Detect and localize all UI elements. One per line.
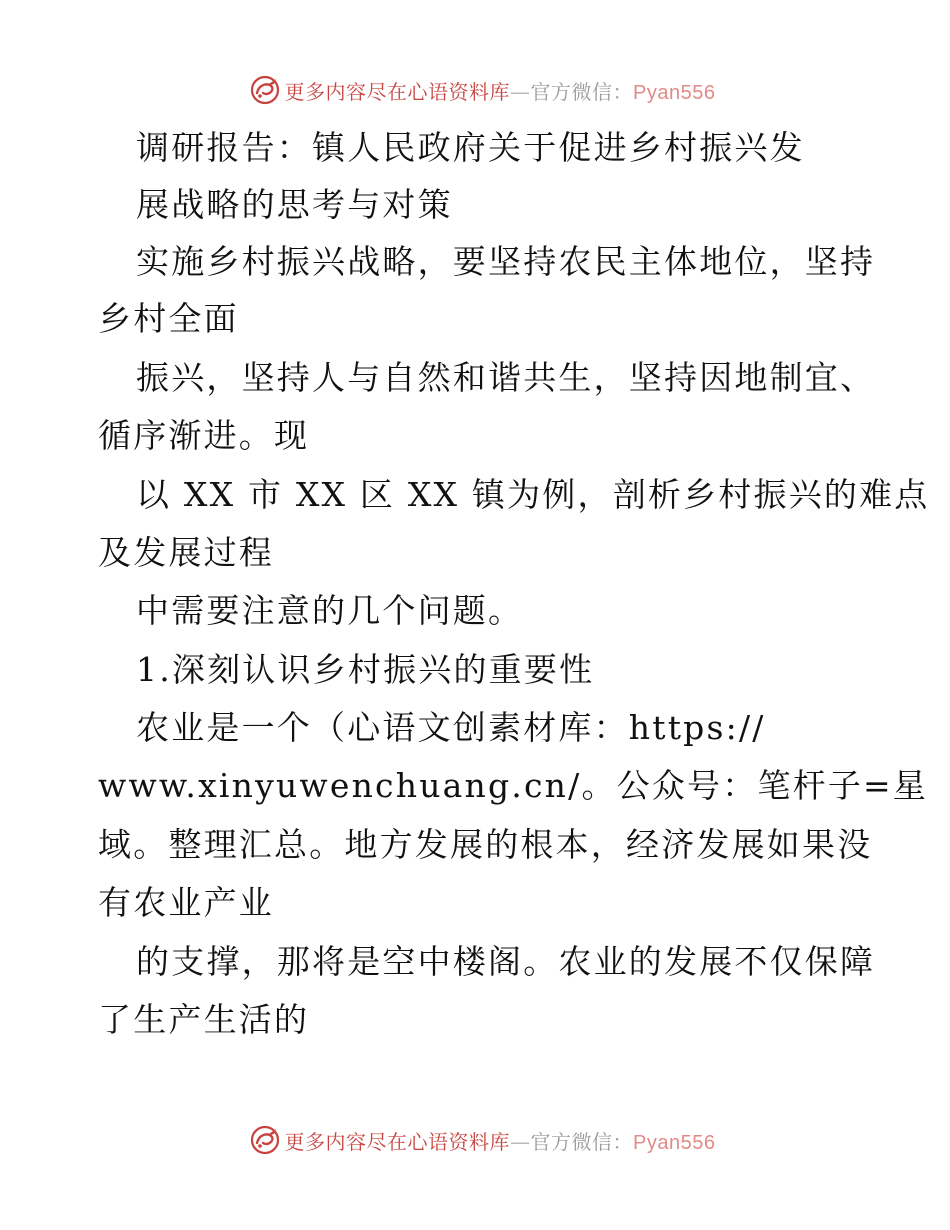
- watermark-separator: —: [510, 79, 531, 104]
- swirl-pen-logo-icon: [249, 74, 281, 106]
- watermark-group: [249, 1124, 716, 1156]
- document-title-line-1: 调研报告：镇人民政府关于促进乡村振兴发: [136, 128, 805, 167]
- swirl-pen-logo-icon: [249, 1124, 281, 1156]
- watermark-text: [285, 76, 716, 105]
- paragraph-line: 循序渐进。现: [98, 416, 310, 455]
- footer-watermark: [0, 1120, 950, 1160]
- document-title-line-2: 展战略的思考与对策: [136, 185, 453, 224]
- watermark-wechat-id: Pyan556: [633, 1131, 716, 1154]
- paragraph-line: 振兴，坚持人与自然和谐共生，坚持因地制宜、: [136, 358, 876, 397]
- paragraph-line: 了生产生活的: [98, 1000, 310, 1039]
- paragraph-line: 的支撑，那将是空中楼阁。农业的发展不仅保障: [136, 942, 876, 981]
- watermark-brand: 更多内容尽在心语资料库: [284, 1129, 511, 1154]
- watermark-group: [249, 74, 716, 106]
- watermark-wechat-id: Pyan556: [633, 81, 716, 104]
- watermark-separator: —: [510, 1129, 531, 1154]
- paragraph-line: 有农业产业: [98, 883, 274, 922]
- watermark-brand: 更多内容尽在心语资料库: [284, 79, 511, 104]
- paragraph-line: www.xinyuwenchuang.cn/。公众号：笔杆子=星: [98, 766, 929, 805]
- watermark-wechat-label: 官方微信：: [530, 1129, 634, 1154]
- paragraph-line: 域。整理汇总。地方发展的根本，经济发展如果没: [98, 825, 873, 864]
- paragraph-line: 以 XX 市 XX 区 XX 镇为例，剖析乡村振兴的难点: [136, 475, 930, 514]
- header-watermark: [0, 70, 950, 110]
- watermark-wechat-label: 官方微信：: [530, 79, 634, 104]
- section-heading: 1.深刻认识乡村振兴的重要性: [136, 650, 595, 689]
- paragraph-line: 农业是一个（心语文创素材库：https://: [136, 708, 766, 747]
- paragraph-line: 实施乡村振兴战略，要坚持农民主体地位，坚持: [136, 242, 876, 281]
- watermark-text: [285, 1126, 716, 1155]
- paragraph-line: 中需要注意的几个问题。: [136, 591, 524, 630]
- paragraph-line: 乡村全面: [98, 299, 239, 338]
- paragraph-line: 及发展过程: [98, 533, 274, 572]
